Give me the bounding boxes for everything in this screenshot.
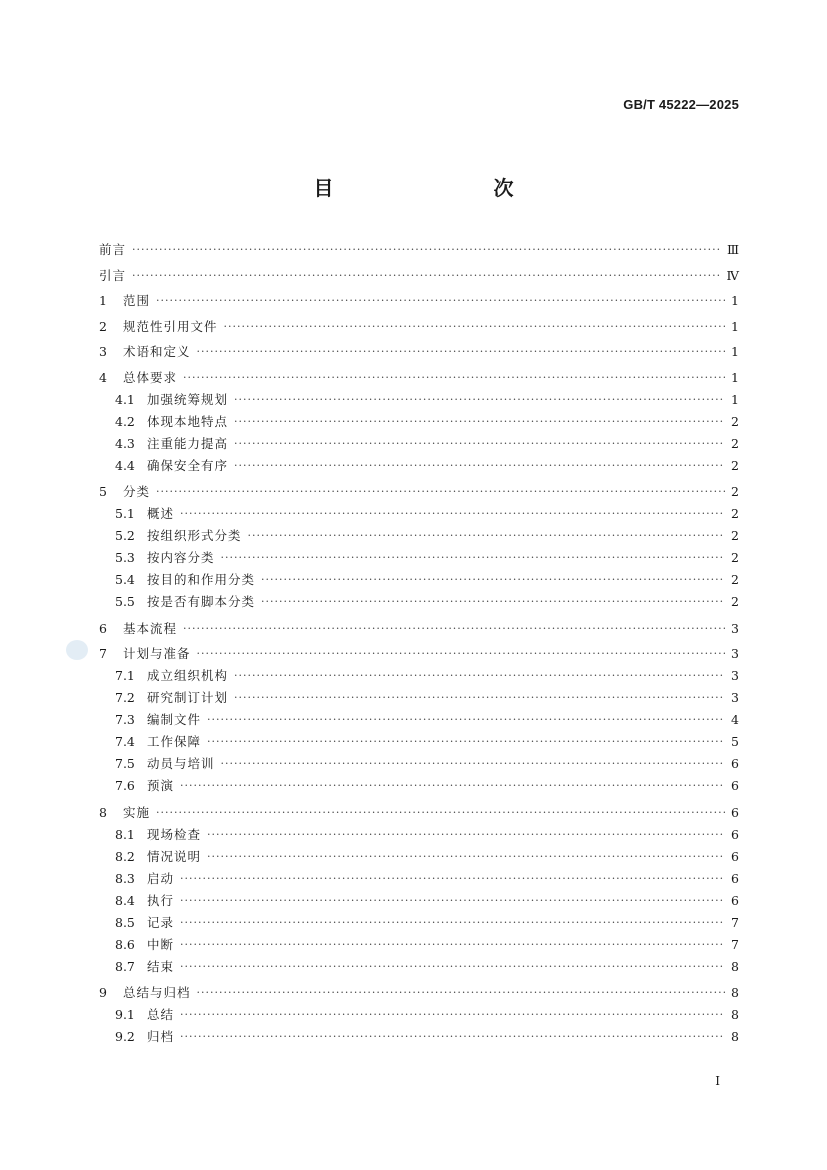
toc-leader-dots: [183, 368, 725, 388]
toc-entry-number: 5.5: [115, 594, 135, 609]
toc-leader-dots: [234, 456, 725, 476]
toc-leader-dots: [197, 644, 725, 664]
toc-entry-number: 4.4: [115, 457, 135, 473]
toc-leader-dots: [261, 570, 725, 590]
toc-entry-title: 按目的和作用分类: [147, 572, 256, 587]
toc-leader-dots: [180, 776, 725, 796]
standard-code: GB/T 45222—2025: [623, 97, 739, 112]
toc-leader-dots: [156, 803, 725, 823]
toc-entry[interactable]: [115, 390, 739, 410]
toc-entry-number: 8.2: [115, 848, 135, 864]
toc-entry[interactable]: [115, 869, 739, 889]
toc-entry-title: 成立组织机构: [147, 668, 229, 683]
toc-entry-number: 4.3: [115, 435, 135, 451]
toc-entry[interactable]: [99, 266, 739, 286]
toc-entry-title: 结束: [147, 958, 175, 974]
toc-entry-page: 3: [731, 646, 739, 661]
toc-entry-page: 6: [731, 804, 739, 820]
toc-leader-dots: [180, 891, 725, 911]
toc-entry[interactable]: [99, 983, 739, 1003]
toc-entry[interactable]: [115, 935, 739, 955]
toc-entry-page: 7: [731, 936, 739, 952]
toc-leader-dots: [207, 710, 725, 730]
toc-entry-page: 2: [731, 484, 739, 499]
toc-entry-page: 1: [731, 318, 739, 334]
toc-entry[interactable]: [115, 776, 739, 796]
toc-entry-page: 1: [731, 344, 739, 359]
toc-entry-page: 2: [731, 457, 739, 473]
toc-entry-number: 7.1: [115, 668, 135, 683]
toc-leader-dots: [207, 847, 725, 867]
toc-entry-number: 5.3: [115, 550, 135, 565]
toc-entry-number: 7: [99, 646, 107, 661]
toc-entry[interactable]: [115, 666, 739, 686]
toc-entry-title: 总结与归档: [123, 985, 191, 1000]
toc-entry-number: 7.5: [115, 756, 135, 771]
toc-entry-page: 7: [731, 914, 739, 930]
toc-entry[interactable]: [99, 482, 739, 502]
toc-entry-number: 8.7: [115, 958, 135, 974]
toc-entry-title: 中断: [147, 936, 175, 952]
toc-entry-page: 2: [731, 528, 739, 543]
toc-entry-number: 4: [99, 369, 107, 385]
toc-leader-dots: [224, 317, 725, 337]
toc-entry-page: Ⅳ: [726, 267, 739, 283]
toc-entry[interactable]: [115, 526, 739, 546]
toc-leader-dots: [180, 1027, 725, 1047]
toc-entry-number: 8.4: [115, 892, 135, 908]
toc-entry-page: 2: [731, 413, 739, 429]
toc-entry-page: 1: [731, 293, 739, 308]
toc-entry-number: 7.3: [115, 712, 135, 727]
toc-entry-title: 记录: [147, 914, 175, 930]
page-number: I: [715, 1074, 720, 1088]
toc-entry-page: 8: [731, 958, 739, 974]
toc-entry[interactable]: [115, 913, 739, 933]
toc-entry-title: 规范性引用文件: [123, 318, 218, 334]
toc-entry-title: 研究制订计划: [147, 690, 229, 705]
toc-entry-page: 1: [731, 391, 739, 407]
toc-entry-title: 预演: [147, 778, 175, 793]
toc-entry[interactable]: [115, 1027, 739, 1047]
toc-entry-title: 体现本地特点: [147, 413, 229, 429]
toc-entry-page: 8: [731, 1007, 739, 1022]
toc-entry-number: 5.1: [115, 506, 135, 521]
toc-entry[interactable]: [99, 619, 739, 639]
toc-entry-title: 按组织形式分类: [147, 528, 242, 543]
toc-entry-title: 动员与培训: [147, 756, 215, 771]
toc-entry-page: 8: [731, 1029, 739, 1044]
toc-entry-number: 5: [99, 484, 107, 499]
toc-entry-page: 2: [731, 506, 739, 521]
toc-entry-page: 1: [731, 369, 739, 385]
toc-leader-dots: [180, 504, 725, 524]
toc-entry-title: 现场检查: [147, 826, 202, 842]
toc-entry[interactable]: [115, 957, 739, 977]
toc-entry-number: 8: [99, 804, 107, 820]
toc-entry-number: 8.6: [115, 936, 135, 952]
toc-entry-title: 实施: [123, 804, 151, 820]
toc-entry[interactable]: [99, 291, 739, 311]
toc-leader-dots: [197, 342, 725, 362]
toc-leader-dots: [221, 548, 725, 568]
toc-leader-dots: [261, 592, 725, 612]
toc-entry-number: 9.2: [115, 1029, 135, 1044]
toc-entry-number: 4.1: [115, 391, 135, 407]
toc-entry-page: 6: [731, 892, 739, 908]
toc-entry-page: 8: [731, 985, 739, 1000]
toc-entry-title: 加强统筹规划: [147, 391, 229, 407]
toc-entry[interactable]: [115, 570, 739, 590]
toc-entry-number: 8.1: [115, 826, 135, 842]
toc-entry-page: 3: [731, 620, 739, 636]
toc-leader-dots: [156, 291, 725, 311]
toc-leader-dots: [132, 240, 721, 260]
toc-entry-page: 2: [731, 594, 739, 609]
toc-entry[interactable]: [99, 240, 739, 260]
toc-entry[interactable]: [115, 688, 739, 708]
toc-entry-page: 3: [731, 668, 739, 683]
toc-entry-number: 8.3: [115, 870, 135, 886]
toc-leader-dots: [180, 869, 725, 889]
toc-entry[interactable]: [115, 412, 739, 432]
toc-entry-title: 总结: [147, 1007, 175, 1022]
toc-entry-number: 4.2: [115, 413, 135, 429]
toc-leader-dots: [180, 913, 725, 933]
toc-leader-dots: [180, 1005, 725, 1025]
toc-leader-dots: [197, 983, 725, 1003]
toc-leader-dots: [156, 482, 725, 502]
toc-entry-page: 6: [731, 826, 739, 842]
toc-entry-page: 2: [731, 550, 739, 565]
toc-entry-number: 9.1: [115, 1007, 135, 1022]
toc-entry-title: 注重能力提高: [147, 435, 229, 451]
toc-leader-dots: [234, 666, 725, 686]
toc-leader-dots: [221, 754, 725, 774]
toc-leader-dots: [180, 957, 725, 977]
page-title: 目 次: [313, 176, 554, 200]
toc-entry-page: 6: [731, 778, 739, 793]
toc-entry[interactable]: [115, 1005, 739, 1025]
toc-entry-page: Ⅲ: [726, 242, 739, 257]
toc-entry-title: 计划与准备: [123, 646, 191, 661]
toc-entry-title: 术语和定义: [123, 344, 191, 359]
watermark-logo: [66, 640, 88, 660]
toc-leader-dots: [234, 688, 725, 708]
toc-entry[interactable]: [115, 548, 739, 568]
toc-leader-dots: [248, 526, 725, 546]
toc-entry-page: 6: [731, 870, 739, 886]
toc-entry-title: 启动: [147, 870, 175, 886]
toc-leader-dots: [207, 825, 725, 845]
toc-leader-dots: [234, 434, 725, 454]
toc-entry-number: 5.2: [115, 528, 135, 543]
toc-entry-number: 2: [99, 318, 107, 334]
toc-entry-title: 按内容分类: [147, 550, 215, 565]
toc-leader-dots: [207, 732, 725, 752]
toc-entry-title: 情况说明: [147, 848, 202, 864]
toc-entry[interactable]: [115, 825, 739, 845]
toc-entry[interactable]: [99, 803, 739, 823]
toc-entry-number: 7.6: [115, 778, 135, 793]
toc-entry[interactable]: [115, 434, 739, 454]
toc-entry-page: 2: [731, 435, 739, 451]
toc-entry[interactable]: [115, 732, 739, 752]
toc-entry-title: 按是否有脚本分类: [147, 594, 256, 609]
toc-entry[interactable]: [115, 754, 739, 774]
toc-entry-number: 8.5: [115, 914, 135, 930]
toc-entry-title: 概述: [147, 506, 175, 521]
toc-entry-number: 7.4: [115, 734, 135, 749]
toc-entry-title: 工作保障: [147, 734, 202, 749]
toc-entry-title: 总体要求: [123, 369, 178, 385]
toc-entry-title: 归档: [147, 1029, 175, 1044]
toc-entry[interactable]: [115, 504, 739, 524]
toc-entry-page: 6: [731, 756, 739, 771]
toc-entry[interactable]: [115, 891, 739, 911]
toc-entry-title: 执行: [147, 892, 175, 908]
toc-entry-page: 4: [731, 712, 739, 727]
toc-entry[interactable]: [99, 317, 739, 337]
toc-entry[interactable]: [115, 847, 739, 867]
toc-entry[interactable]: [115, 456, 739, 476]
toc-entry[interactable]: [99, 368, 739, 388]
toc-leader-dots: [183, 619, 725, 639]
toc-entry-number: 5.4: [115, 572, 135, 587]
toc-entry-number: 3: [99, 344, 107, 359]
toc-entry-number: 1: [99, 293, 107, 308]
toc-entry-title: 前言: [99, 242, 127, 257]
toc-entry[interactable]: [115, 592, 739, 612]
toc-entry-title: 范围: [123, 293, 151, 308]
toc-entry-page: 2: [731, 572, 739, 587]
toc-entry-title: 引言: [99, 267, 127, 283]
toc-entry[interactable]: [115, 710, 739, 730]
toc-entry-page: 3: [731, 690, 739, 705]
toc-entry-page: 6: [731, 848, 739, 864]
toc-entry-title: 确保安全有序: [147, 457, 229, 473]
toc-entry-page: 5: [731, 734, 739, 749]
toc-entry-number: 9: [99, 985, 107, 1000]
toc-leader-dots: [180, 935, 725, 955]
toc-entry-title: 分类: [123, 484, 151, 499]
toc-entry-number: 7.2: [115, 690, 135, 705]
toc-leader-dots: [234, 390, 725, 410]
toc-entry[interactable]: [99, 644, 739, 664]
toc-entry-title: 编制文件: [147, 712, 202, 727]
toc-leader-dots: [132, 266, 720, 286]
toc-entry-number: 6: [99, 620, 107, 636]
toc-leader-dots: [234, 412, 725, 432]
toc-entry-title: 基本流程: [123, 620, 178, 636]
toc-entry[interactable]: [99, 342, 739, 362]
